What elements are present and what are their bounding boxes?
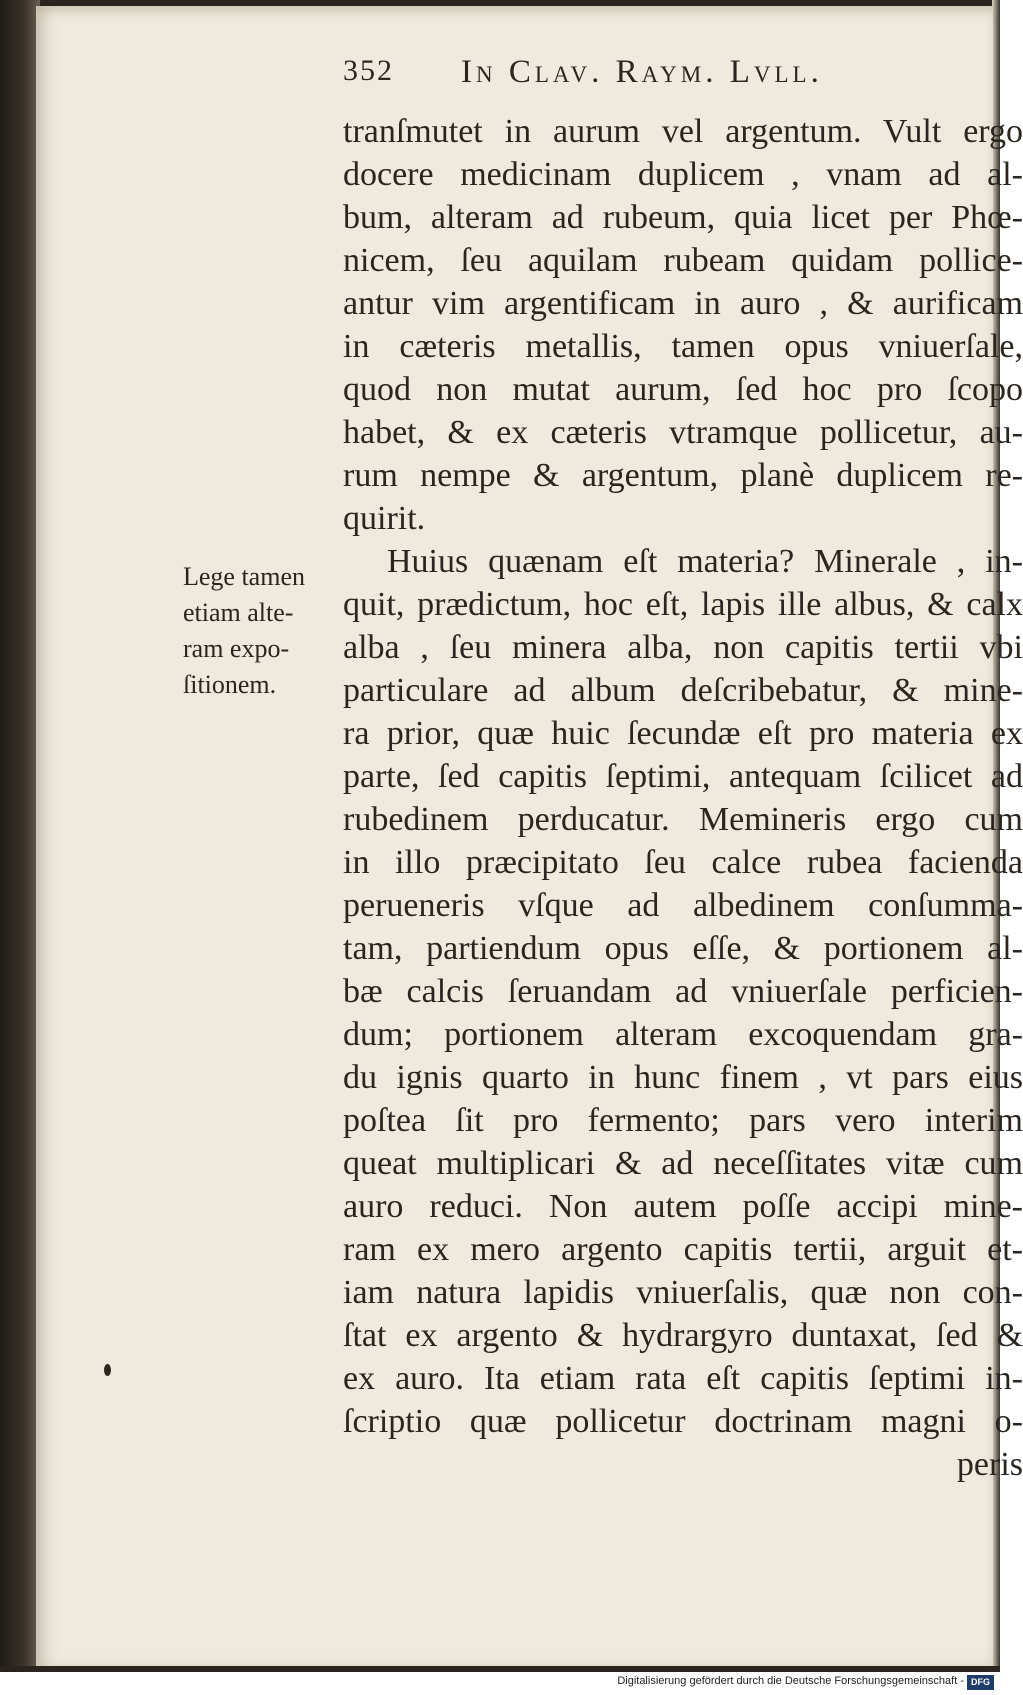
text-line: ram ex mero argento capitis tertii, arguit et- <box>343 1231 1023 1268</box>
text-line: tranſmutet in aurum vel argentum. Vult ergo <box>343 113 1023 150</box>
catchword: peris <box>956 1446 1023 1483</box>
text-line: perueneris vſque ad albedinem conſumma- <box>343 887 1023 924</box>
text-line: dum; portionem alteram excoquendam gra- <box>343 1016 1023 1053</box>
text-line: quod non mutat aurum, ſed hoc pro ſcopo <box>343 371 1023 408</box>
text-line: tam, partiendum opus eſſe, & portionem al- <box>343 930 1023 967</box>
text-line: quit, prædictum, hoc eſt, lapis ille albus, & calx <box>343 586 1023 623</box>
ink-mark <box>104 1364 111 1376</box>
text-line: rum nempe & argentum, planè duplicem re- <box>343 457 1023 494</box>
text-line: du ignis quarto in hunc finem , vt pars eius <box>343 1059 1023 1096</box>
page-header <box>343 54 933 104</box>
text-line: nicem, ſeu aquilam rubeam quidam pollice- <box>343 242 1023 279</box>
text-line: habet, & ex cæteris vtramque pollicetur, au- <box>343 414 1023 451</box>
running-title: In Clav. Raym. Lvll. <box>461 54 823 90</box>
marginal-note <box>183 559 338 703</box>
digitization-footer <box>0 1672 1000 1695</box>
body-text <box>343 110 1023 1486</box>
text-line: in cæteris metallis, tamen opus vniuerſale, <box>343 328 1023 365</box>
text-line: queat multiplicari & ad neceſſitates vitæ cum <box>343 1145 1023 1182</box>
text-line: antur vim argentificam in auro , & aurificam <box>343 285 1023 322</box>
text-line: poſtea ſit pro fermento; pars vero interim <box>343 1102 1023 1139</box>
text-line: ſtat ex argento & hydrargyro duntaxat, ſed & <box>343 1317 1023 1354</box>
text-line: docere medicinam duplicem , vnam ad al- <box>343 156 1023 193</box>
dfg-logo: DFG <box>967 1675 994 1690</box>
marginal-note-line: ram expo- <box>183 634 290 663</box>
text-line: ra prior, quæ huic ſecundæ eſt pro materia ex <box>343 715 1023 752</box>
page-number: 352 <box>343 54 394 87</box>
footer-credit: Digitalisierung gefördert durch die Deutsche Forschungsgemeinschaft - <box>617 1675 964 1687</box>
text-line: alba , ſeu minera alba, non capitis tertii vbi <box>343 629 1023 666</box>
text-line: bum, alteram ad rubeum, quia licet per Phœ- <box>343 199 1023 236</box>
text-line: ex auro. Ita etiam rata eſt capitis ſeptimi in- <box>343 1360 1023 1397</box>
text-line: ſcriptio quæ pollicetur doctrinam magni o- <box>343 1403 1023 1440</box>
text-line: in illo præcipitato ſeu calce rubea facienda <box>343 844 1023 881</box>
text-line: iam natura lapidis vniuerſalis, quæ non con- <box>343 1274 1023 1311</box>
scan-border-left <box>0 0 40 1672</box>
text-line: quirit. <box>343 500 426 537</box>
text-line: auro reduci. Non autem poſſe accipi mine- <box>343 1188 1023 1225</box>
marginal-note-line: etiam alte- <box>183 598 294 627</box>
text-line: particulare ad album deſcribebatur, & mine- <box>343 672 1023 709</box>
marginal-note-line: ſitionem. <box>183 670 277 699</box>
text-line: rubedinem perducatur. Memineris ergo cum <box>343 801 1023 838</box>
book-page <box>36 6 1023 1668</box>
text-line: bæ calcis ſeruandam ad vniuerſale perficien- <box>343 973 1023 1010</box>
text-line: Huius quænam eſt materia? Minerale , in- <box>387 543 1023 580</box>
marginal-note-line: Lege tamen <box>183 562 305 591</box>
text-line: parte, ſed capitis ſeptimi, antequam ſcilicet ad <box>343 758 1023 795</box>
